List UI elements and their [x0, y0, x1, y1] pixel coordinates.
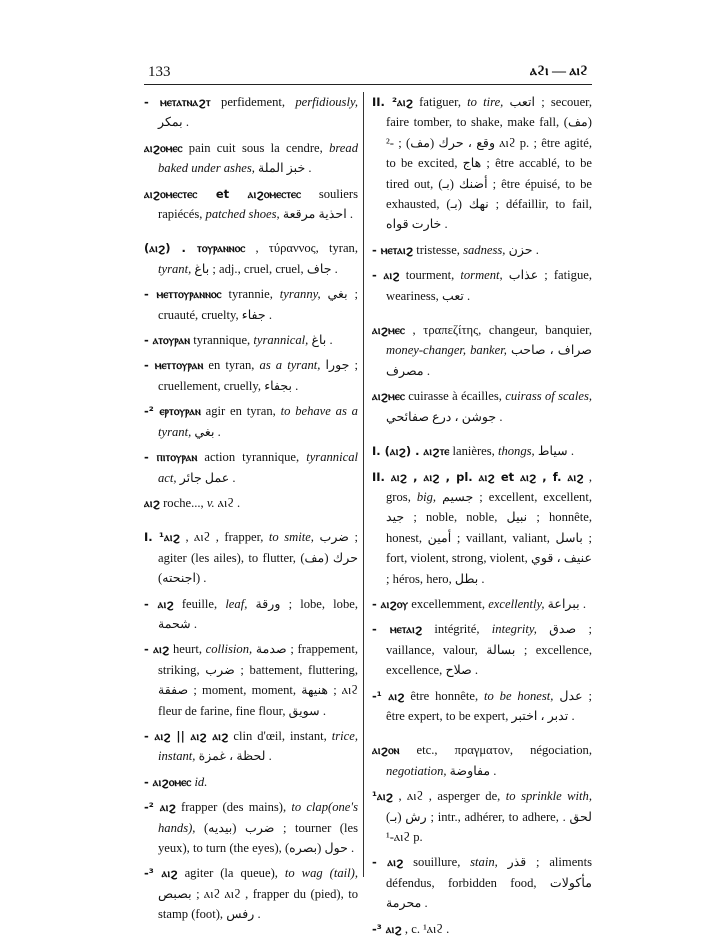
entry-english: tyranny, — [279, 287, 321, 302]
dictionary-entry — [144, 594, 358, 635]
right-column — [372, 92, 593, 936]
entry-definition: tristesse, — [413, 242, 464, 257]
entry-arabic: ورقة ; lobe, lobe, شحمة . — [158, 596, 358, 631]
dictionary-entry — [144, 238, 358, 279]
entry-arabic: ⲁⲓϩ . — [214, 495, 241, 510]
dictionary-entry — [372, 619, 592, 680]
entry-definition: frapper (des mains), — [175, 800, 292, 815]
entry-headword: - ⲙⲉⲧⲧⲟⲩⲣⲁⲛⲛⲟⲥ — [144, 287, 222, 302]
entry-headword: - ⲁⲧⲟⲩⲣⲁⲛ — [144, 333, 191, 348]
dictionary-entry — [372, 441, 592, 461]
entry-definition: feuille, — [173, 596, 226, 611]
entry-english: negotiation, — [386, 763, 447, 778]
entry-arabic: ضرب ; agiter (les ailes), to flutter, (مف) حرك (اجنحته) . — [158, 530, 358, 586]
entry-headword: - ⲙⲉⲧⲧⲟⲩⲣⲁⲛ — [144, 358, 204, 373]
entry-english: big, — [416, 489, 437, 504]
dictionary-entry — [372, 786, 592, 847]
entry-arabic: عدل ; être expert, to be expert, تدبر ، اختبر . — [386, 688, 592, 723]
entry-english: trice, instant, — [158, 728, 358, 764]
dictionary-entry — [144, 92, 358, 133]
entry-headword: -³ ⲁⲓϩ — [144, 866, 178, 881]
entry-headword: I. (ⲁⲓϩ) . ⲁⲓϩⲧⲉ — [372, 444, 450, 459]
entry-definition: perfidement, — [210, 95, 296, 109]
dictionary-entry — [372, 594, 592, 614]
dictionary-entry — [372, 686, 592, 727]
entry-english: money-changer, banker, — [386, 343, 507, 358]
entry-english: leaf, — [225, 596, 248, 611]
entry-arabic: خبز الملة . — [254, 161, 312, 176]
entry-definition: , c. ¹ⲁⲓϩ . — [401, 921, 450, 936]
entry-english: torment, — [460, 268, 503, 283]
entry-headword: - ⲙⲉⲧⲁⲓϩ — [372, 622, 423, 637]
entry-arabic: سياط . — [534, 444, 575, 459]
entry-arabic: باغ ; adj., cruel, cruel, جاف . — [191, 261, 338, 276]
entry-arabic: ضرب (بيديه) ; tourner (les yeux), to turn (the eyes), حول (بصره) . — [158, 820, 358, 855]
entry-headword: - ⲡⲓⲧⲟⲩⲣⲁⲛ — [144, 450, 198, 465]
entry-definition: agir en tyran, — [200, 404, 281, 419]
entry-definition: clin d'œil, instant, — [228, 728, 332, 743]
entry-english: bread baked under ashes, — [158, 140, 358, 176]
dictionary-entry — [144, 284, 358, 325]
entry-headword: - ⲁⲓϩ — [144, 642, 170, 657]
entry-definition: heurt, — [169, 642, 206, 657]
entry-definition: , τύραννος, tyran, — [245, 241, 358, 256]
entry-definition: , τραπεζίτης, changeur, banquier, — [404, 323, 592, 338]
entry-english: cuirass of scales, — [505, 389, 592, 404]
dictionary-entry — [372, 240, 592, 260]
dictionary-entry — [144, 355, 358, 396]
entry-arabic: قذر ; aliments défendus, forbidden food, مأكولات محرمة . — [386, 855, 592, 911]
entry-headword: ⲁⲓϩⲟⲛ — [372, 743, 400, 758]
entry-english: to smite, — [268, 530, 314, 545]
entry-arabic: بغي ; cruauté, cruelty, جفاء . — [158, 287, 358, 322]
entry-definition: tyrannique, — [190, 333, 254, 348]
dictionary-entry — [144, 527, 358, 588]
entry-headword: - ⲁⲓϩⲟⲙⲉⲥ — [144, 774, 192, 789]
entry-headword: ⲁⲓϩⲟⲙⲉⲥⲧⲉⲥ et ⲁⲓϩⲟⲙⲉⲥⲧⲉⲥ — [144, 186, 302, 201]
dictionary-entry — [372, 320, 592, 381]
entry-arabic: حزن . — [505, 242, 539, 257]
dictionary-entry — [144, 726, 358, 767]
entry-english: tyrannical act, — [158, 450, 358, 485]
dictionary-entry — [372, 265, 592, 306]
entry-arabic: بغي . — [191, 424, 221, 439]
entry-headword: -² ⲁⲓϩ — [144, 800, 176, 815]
entry-headword: - ⲁⲓϩⲟⲩ — [372, 596, 409, 611]
entry-english: id. — [194, 774, 208, 789]
entry-english: to clap(one's hands), — [158, 800, 358, 835]
dictionary-entry — [144, 447, 358, 488]
entry-definition: souliers rapiécés, — [158, 186, 358, 222]
entry-headword: I. ¹ⲁⲓϩ — [144, 530, 180, 545]
entry-definition: agiter (la queue), — [177, 866, 285, 881]
entry-arabic: احذية مرقعة . — [279, 207, 353, 222]
entry-english: sadness, — [463, 242, 506, 257]
entry-headword: - ⲁⲓϩ — [144, 596, 174, 611]
dictionary-entry — [144, 493, 358, 513]
entry-definition: roche..., — [159, 495, 207, 510]
entry-definition: fatiguer, — [412, 95, 468, 109]
entry-arabic: عمل جائر . — [176, 470, 236, 485]
entry-english: collision, — [205, 642, 253, 657]
entry-english: excellently, — [488, 596, 545, 611]
entry-arabic: اتعب ; secouer, faire tomber, to shake, make fall, (مف) وقع ، حرك (مف) ; -² ⲁⲓϩ p. ; être agité, to be excited, هاج ; être accablé, to be tired out, (بـ) أضنك ; être épuisé, to be exhausted, (بـ) نهك ; défaillir, to fail, خارت قواه . — [386, 95, 593, 232]
entry-definition: etc., πραγματον, négociation, — [399, 743, 592, 758]
dictionary-entry — [372, 852, 592, 913]
entry-headword: -³ ⲁⲓϩ — [372, 921, 402, 936]
entry-arabic: صراف ، صاحب مصرف . — [386, 343, 592, 378]
entry-arabic: رش (بـ) ; intr., adhérer, to adhere, لحق . -¹ⲁⲓϩ p. — [386, 809, 592, 844]
entry-headword: - ⲁⲓϩ — [372, 268, 400, 283]
entry-definition: souillure, — [403, 855, 471, 870]
entry-headword: - ⲁⲓϩ || ⲁⲓϩ ⲁⲓϩ — [144, 728, 229, 743]
entry-definition: action tyrannique, — [197, 450, 307, 465]
entry-headword: ¹ⲁⲓϩ — [372, 789, 393, 804]
entry-definition: être honnête, — [404, 688, 484, 703]
entry-headword: -¹ ⲁⲓϩ — [372, 688, 405, 703]
entry-arabic: جورا ; cruellement, cruelly, بجفاء . — [158, 358, 358, 393]
entry-headword: ⲁⲓϩⲙⲉⲥ — [372, 389, 405, 404]
entry-headword: - ⲙⲉⲧⲁⲓϩ — [372, 242, 414, 257]
column-divider — [363, 92, 364, 877]
entry-definition: cuirasse à écailles, — [404, 389, 506, 404]
entry-definition: , ⲁⲓϩ , asperger de, — [393, 789, 506, 804]
dictionary-entry — [144, 184, 358, 225]
entry-definition: tourment, — [399, 268, 461, 283]
entry-definition: excellemment, — [408, 596, 489, 611]
entry-arabic: صدق ; vaillance, valour, بسالة ; excellence, excellence, صلاح . — [386, 622, 592, 678]
entry-english: tyrannical, — [253, 333, 309, 348]
entry-english: patched shoes, — [205, 207, 280, 222]
entry-english: tyrant, — [158, 261, 192, 276]
entry-headword: ⲁⲓϩ — [144, 495, 160, 510]
entry-arabic: لحظة ، غمزة . — [195, 749, 272, 764]
entry-english: v. — [206, 495, 215, 510]
dictionary-entry — [144, 797, 358, 858]
entry-headword: -² ⲉⲣⲧⲟⲩⲣⲁⲛ — [144, 404, 201, 419]
entry-english: to tire, — [467, 95, 504, 109]
entry-arabic: جسيم ; excellent, excellent, جيد ; noble, noble, نبيل ; honnête, honest, أمين ; vaillant, valiant, باسل ; fort, violent, strong, violent, عنيف ، قوي ; héros, hero, بطل . — [386, 489, 592, 586]
entry-arabic: مفاوضة . — [446, 763, 497, 778]
entry-definition: lanières, — [449, 444, 498, 459]
left-column — [144, 92, 359, 922]
entry-arabic: بمكر . — [158, 115, 189, 130]
dictionary-entry — [144, 639, 358, 721]
dictionary-entry — [144, 772, 358, 792]
entry-definition: pain cuit sous la cendre, — [182, 140, 330, 155]
entry-definition: tyrannie, — [221, 287, 280, 302]
entry-english: to wag (tail), — [284, 866, 358, 881]
entry-arabic: باغ . — [308, 333, 333, 348]
entry-english: to behave as a tyrant, — [158, 404, 358, 439]
entry-arabic: ببراعة . — [544, 596, 586, 611]
dictionary-entry — [144, 330, 358, 350]
entry-arabic: عذاب ; fatigue, weariness, تعب . — [386, 268, 592, 303]
dictionary-entry — [372, 919, 592, 939]
entry-english: thongs, — [497, 444, 535, 459]
entry-english: to sprinkle with, — [505, 789, 592, 804]
entry-headword: (ⲁⲓϩ) . ⲧⲟⲩⲣⲁⲛⲛⲟⲥ — [144, 241, 246, 256]
entry-definition: , ⲁⲓϩ , frapper, — [180, 530, 269, 545]
entry-definition: en tyran, — [203, 358, 260, 373]
entry-english: perfidiously, — [295, 95, 358, 109]
running-head — [144, 62, 592, 85]
entry-headword: ⲁⲓϩⲟⲙⲉⲥ — [144, 140, 183, 155]
dictionary-entry — [144, 401, 358, 442]
entry-english: integrity, — [491, 622, 537, 637]
entry-headword: II. ⲁⲓϩ , ⲁⲓϩ , pl. ⲁⲓϩ et ⲁⲓϩ , f. ⲁⲓϩ — [372, 469, 584, 484]
entry-definition: , gros, — [386, 469, 592, 504]
entry-english: as a tyrant, — [259, 358, 321, 373]
page-number: 133 — [148, 64, 171, 80]
dictionary-entry — [372, 92, 592, 235]
dictionary-entry — [144, 138, 358, 179]
entry-headword: - ⲙⲉⲧⲁⲧⲛⲁϩⲧ — [144, 95, 211, 109]
entry-arabic: جوشن ، درع صفائحي . — [386, 409, 503, 424]
entry-english: stain, — [470, 855, 498, 870]
dictionary-entry — [144, 863, 358, 924]
running-head-words: ⲁϩⲓ — ⲁⲓϩ — [529, 64, 588, 79]
entry-headword: II. ²ⲁⲓϩ — [372, 95, 413, 109]
entry-definition: intégrité, — [422, 622, 492, 637]
dictionary-entry — [372, 740, 592, 781]
entry-english: to be honest, — [484, 688, 554, 703]
entry-arabic: صدمة ; frappement, striking, ضرب ; battement, fluttering, صفقة ; moment, moment, هنيهة ; ⲁⲓϩ fleur de farine, fine flour, سويق . — [158, 642, 359, 718]
entry-arabic: بصبص ; ⲁⲓϩ ⲁⲓϩ , frapper du (pied), to stamp (foot), رفس . — [158, 886, 358, 922]
entry-headword: - ⲁⲓϩ — [372, 855, 404, 870]
dictionary-entry — [372, 386, 592, 427]
entry-headword: ⲁⲓϩⲙⲉⲥ — [372, 323, 405, 338]
dictionary-entry — [372, 467, 592, 589]
